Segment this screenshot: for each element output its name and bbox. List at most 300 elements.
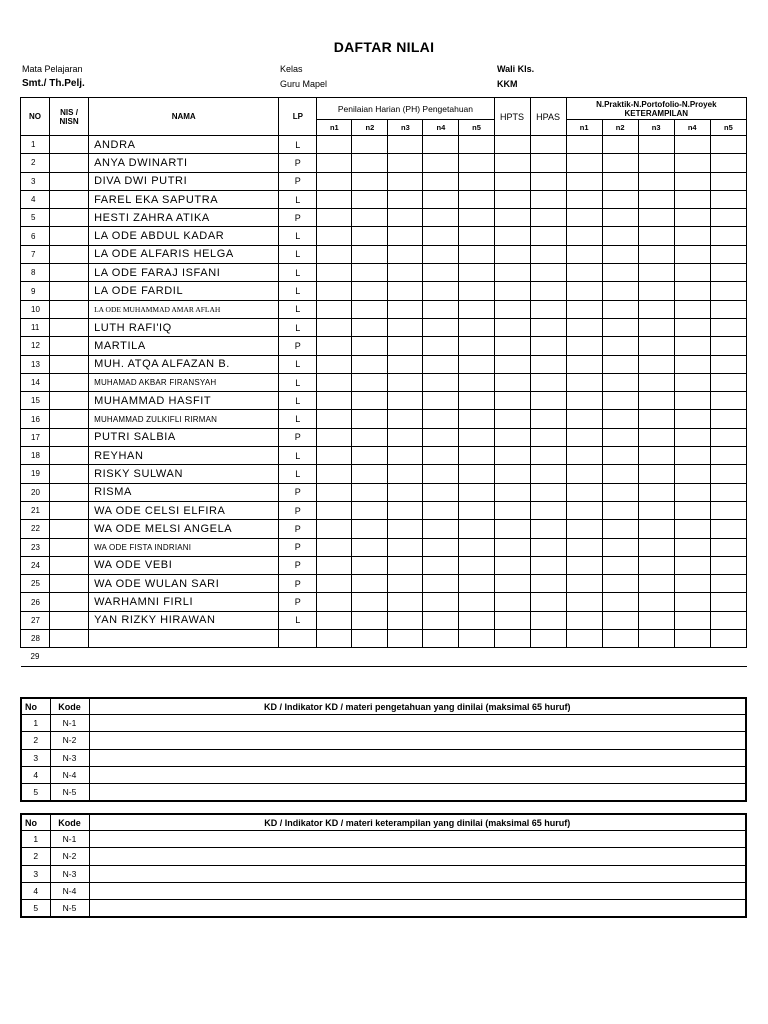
row-ph-n4[interactable]	[423, 190, 459, 208]
row-ket-n1[interactable]	[566, 172, 602, 190]
row-ket-n1[interactable]	[566, 154, 602, 172]
row-ph-n2[interactable]	[352, 282, 388, 300]
row-hpas[interactable]	[530, 355, 566, 373]
row-ket-n3[interactable]	[638, 318, 674, 336]
row-nis[interactable]	[50, 318, 89, 336]
row-nis[interactable]	[50, 337, 89, 355]
row-ph-n5[interactable]	[459, 465, 494, 483]
row-ket-n5[interactable]	[710, 447, 746, 465]
row-ket-n3[interactable]	[638, 428, 674, 446]
row-ph-n3[interactable]	[388, 593, 423, 611]
row-ket-n1[interactable]	[566, 447, 602, 465]
row-hpts[interactable]	[494, 392, 530, 410]
row-ph-n2[interactable]	[352, 373, 388, 391]
row-ph-n5[interactable]	[459, 447, 494, 465]
row-ph-n1[interactable]	[317, 447, 352, 465]
row-ket-n4[interactable]	[674, 575, 710, 593]
row-hpts[interactable]	[494, 611, 530, 629]
row-hpas[interactable]	[530, 318, 566, 336]
row-ket-n2[interactable]	[602, 630, 638, 648]
row-ket-n1[interactable]	[566, 264, 602, 282]
row-ph-n1[interactable]	[317, 575, 352, 593]
row-nis[interactable]	[50, 447, 89, 465]
row-ket-n3[interactable]	[638, 245, 674, 263]
row-ph-n3[interactable]	[388, 611, 423, 629]
row-ket-n1[interactable]	[566, 136, 602, 154]
row-ket-n2[interactable]	[602, 501, 638, 519]
row-ph-n4[interactable]	[423, 227, 459, 245]
row-hpts[interactable]	[494, 538, 530, 556]
row-ket-n1[interactable]	[566, 282, 602, 300]
row-ket-n2[interactable]	[602, 447, 638, 465]
row-ph-n3[interactable]	[388, 465, 423, 483]
row-ket-n5[interactable]	[710, 227, 746, 245]
row-ket-n2[interactable]	[602, 190, 638, 208]
row-ket-n2[interactable]	[602, 172, 638, 190]
row-ph-n1[interactable]	[317, 483, 352, 501]
row-hpas[interactable]	[530, 300, 566, 318]
row-ket-n2[interactable]	[602, 209, 638, 227]
row-ph-n4[interactable]	[423, 245, 459, 263]
row-ket-n4[interactable]	[674, 337, 710, 355]
row-ket-n1[interactable]	[566, 648, 602, 666]
row-ph-n3[interactable]	[388, 227, 423, 245]
row-ket-n3[interactable]	[638, 355, 674, 373]
row-ket-n1[interactable]	[566, 410, 602, 428]
row-ket-n1[interactable]	[566, 538, 602, 556]
row-nis[interactable]	[50, 483, 89, 501]
kd-row-desc[interactable]	[89, 784, 746, 802]
row-nis[interactable]	[50, 136, 89, 154]
row-hpas[interactable]	[530, 575, 566, 593]
row-ket-n5[interactable]	[710, 630, 746, 648]
row-ph-n3[interactable]	[388, 483, 423, 501]
row-ket-n4[interactable]	[674, 264, 710, 282]
row-ket-n1[interactable]	[566, 318, 602, 336]
row-ket-n5[interactable]	[710, 465, 746, 483]
row-ph-n1[interactable]	[317, 501, 352, 519]
row-ket-n5[interactable]	[710, 245, 746, 263]
row-ph-n1[interactable]	[317, 520, 352, 538]
row-ph-n3[interactable]	[388, 300, 423, 318]
row-hpts[interactable]	[494, 501, 530, 519]
row-hpts[interactable]	[494, 355, 530, 373]
row-ph-n5[interactable]	[459, 648, 494, 666]
row-nis[interactable]	[50, 611, 89, 629]
row-ph-n2[interactable]	[352, 300, 388, 318]
row-ket-n1[interactable]	[566, 245, 602, 263]
row-hpts[interactable]	[494, 465, 530, 483]
row-ket-n2[interactable]	[602, 428, 638, 446]
row-ph-n3[interactable]	[388, 337, 423, 355]
row-ph-n2[interactable]	[352, 209, 388, 227]
row-ph-n5[interactable]	[459, 318, 494, 336]
row-ket-n4[interactable]	[674, 611, 710, 629]
row-ket-n3[interactable]	[638, 337, 674, 355]
row-ph-n5[interactable]	[459, 136, 494, 154]
row-hpas[interactable]	[530, 373, 566, 391]
kd-row-desc[interactable]	[89, 715, 746, 732]
row-ket-n2[interactable]	[602, 355, 638, 373]
row-ket-n1[interactable]	[566, 593, 602, 611]
row-ph-n4[interactable]	[423, 136, 459, 154]
row-hpas[interactable]	[530, 593, 566, 611]
row-ph-n3[interactable]	[388, 410, 423, 428]
row-ph-n4[interactable]	[423, 648, 459, 666]
row-ket-n4[interactable]	[674, 154, 710, 172]
row-ph-n3[interactable]	[388, 245, 423, 263]
row-hpas[interactable]	[530, 501, 566, 519]
row-ph-n5[interactable]	[459, 227, 494, 245]
row-ket-n4[interactable]	[674, 630, 710, 648]
row-hpts[interactable]	[494, 136, 530, 154]
row-ket-n2[interactable]	[602, 593, 638, 611]
row-ket-n5[interactable]	[710, 575, 746, 593]
row-ket-n3[interactable]	[638, 611, 674, 629]
row-ph-n4[interactable]	[423, 392, 459, 410]
row-ket-n4[interactable]	[674, 373, 710, 391]
row-ph-n3[interactable]	[388, 538, 423, 556]
row-ph-n4[interactable]	[423, 538, 459, 556]
row-ket-n3[interactable]	[638, 227, 674, 245]
row-ph-n2[interactable]	[352, 190, 388, 208]
row-ph-n1[interactable]	[317, 373, 352, 391]
row-ket-n2[interactable]	[602, 465, 638, 483]
row-ket-n1[interactable]	[566, 355, 602, 373]
row-ket-n5[interactable]	[710, 209, 746, 227]
row-ph-n5[interactable]	[459, 154, 494, 172]
row-ph-n5[interactable]	[459, 593, 494, 611]
row-hpts[interactable]	[494, 264, 530, 282]
row-nis[interactable]	[50, 465, 89, 483]
row-ket-n4[interactable]	[674, 428, 710, 446]
row-ket-n4[interactable]	[674, 209, 710, 227]
row-ph-n5[interactable]	[459, 520, 494, 538]
row-ket-n5[interactable]	[710, 282, 746, 300]
row-ket-n1[interactable]	[566, 556, 602, 574]
row-ph-n2[interactable]	[352, 556, 388, 574]
row-ket-n2[interactable]	[602, 410, 638, 428]
row-nis[interactable]	[50, 575, 89, 593]
row-ket-n5[interactable]	[710, 648, 746, 666]
row-ket-n4[interactable]	[674, 355, 710, 373]
row-ket-n2[interactable]	[602, 227, 638, 245]
row-ket-n3[interactable]	[638, 410, 674, 428]
row-ph-n4[interactable]	[423, 593, 459, 611]
row-ph-n3[interactable]	[388, 556, 423, 574]
row-ket-n1[interactable]	[566, 190, 602, 208]
row-ph-n2[interactable]	[352, 337, 388, 355]
row-ph-n4[interactable]	[423, 264, 459, 282]
row-ket-n2[interactable]	[602, 300, 638, 318]
row-ph-n3[interactable]	[388, 501, 423, 519]
row-nis[interactable]	[50, 227, 89, 245]
row-hpts[interactable]	[494, 245, 530, 263]
row-ket-n2[interactable]	[602, 282, 638, 300]
row-ph-n5[interactable]	[459, 630, 494, 648]
row-hpas[interactable]	[530, 392, 566, 410]
row-ph-n3[interactable]	[388, 392, 423, 410]
row-ket-n4[interactable]	[674, 538, 710, 556]
row-hpas[interactable]	[530, 538, 566, 556]
row-nis[interactable]	[50, 245, 89, 263]
row-hpts[interactable]	[494, 337, 530, 355]
row-ket-n2[interactable]	[602, 575, 638, 593]
row-ket-n4[interactable]	[674, 392, 710, 410]
row-ket-n1[interactable]	[566, 373, 602, 391]
row-ket-n4[interactable]	[674, 648, 710, 666]
row-hpts[interactable]	[494, 648, 530, 666]
row-ph-n1[interactable]	[317, 593, 352, 611]
row-ket-n3[interactable]	[638, 264, 674, 282]
row-ph-n5[interactable]	[459, 410, 494, 428]
row-ph-n4[interactable]	[423, 209, 459, 227]
row-ph-n3[interactable]	[388, 373, 423, 391]
row-ket-n3[interactable]	[638, 483, 674, 501]
row-ket-n3[interactable]	[638, 556, 674, 574]
row-ket-n2[interactable]	[602, 136, 638, 154]
row-ket-n4[interactable]	[674, 282, 710, 300]
row-ket-n3[interactable]	[638, 465, 674, 483]
row-ket-n4[interactable]	[674, 227, 710, 245]
row-ket-n2[interactable]	[602, 556, 638, 574]
row-hpts[interactable]	[494, 172, 530, 190]
row-ph-n5[interactable]	[459, 611, 494, 629]
row-hpts[interactable]	[494, 227, 530, 245]
row-nis[interactable]	[50, 630, 89, 648]
row-ph-n4[interactable]	[423, 520, 459, 538]
row-ph-n4[interactable]	[423, 172, 459, 190]
row-ph-n5[interactable]	[459, 501, 494, 519]
row-ket-n2[interactable]	[602, 648, 638, 666]
row-ph-n2[interactable]	[352, 630, 388, 648]
row-hpas[interactable]	[530, 337, 566, 355]
row-ph-n3[interactable]	[388, 136, 423, 154]
row-ket-n3[interactable]	[638, 300, 674, 318]
row-ket-n2[interactable]	[602, 318, 638, 336]
row-ket-n1[interactable]	[566, 300, 602, 318]
row-hpas[interactable]	[530, 520, 566, 538]
row-ph-n5[interactable]	[459, 190, 494, 208]
row-hpts[interactable]	[494, 282, 530, 300]
row-hpts[interactable]	[494, 410, 530, 428]
row-ph-n5[interactable]	[459, 282, 494, 300]
row-nis[interactable]	[50, 282, 89, 300]
kd-row-desc[interactable]	[89, 831, 746, 848]
row-ket-n2[interactable]	[602, 245, 638, 263]
row-ket-n1[interactable]	[566, 520, 602, 538]
row-ket-n1[interactable]	[566, 392, 602, 410]
row-ket-n4[interactable]	[674, 136, 710, 154]
row-ph-n5[interactable]	[459, 172, 494, 190]
row-ket-n5[interactable]	[710, 410, 746, 428]
row-hpas[interactable]	[530, 648, 566, 666]
kd-row-desc[interactable]	[89, 865, 746, 882]
row-nis[interactable]	[50, 373, 89, 391]
row-ph-n5[interactable]	[459, 556, 494, 574]
row-hpas[interactable]	[530, 428, 566, 446]
row-ket-n2[interactable]	[602, 392, 638, 410]
row-ph-n2[interactable]	[352, 264, 388, 282]
row-ph-n3[interactable]	[388, 355, 423, 373]
row-hpts[interactable]	[494, 190, 530, 208]
row-ph-n4[interactable]	[423, 611, 459, 629]
row-ph-n4[interactable]	[423, 154, 459, 172]
row-ket-n2[interactable]	[602, 520, 638, 538]
row-ph-n1[interactable]	[317, 172, 352, 190]
row-ket-n2[interactable]	[602, 538, 638, 556]
row-ket-n4[interactable]	[674, 190, 710, 208]
row-ph-n1[interactable]	[317, 630, 352, 648]
row-ket-n3[interactable]	[638, 282, 674, 300]
row-ph-n3[interactable]	[388, 209, 423, 227]
row-ket-n1[interactable]	[566, 337, 602, 355]
row-ket-n5[interactable]	[710, 538, 746, 556]
row-hpas[interactable]	[530, 465, 566, 483]
row-ph-n1[interactable]	[317, 264, 352, 282]
row-ket-n5[interactable]	[710, 593, 746, 611]
row-ph-n4[interactable]	[423, 575, 459, 593]
row-ket-n3[interactable]	[638, 575, 674, 593]
row-ph-n5[interactable]	[459, 392, 494, 410]
row-ph-n2[interactable]	[352, 172, 388, 190]
row-ket-n3[interactable]	[638, 154, 674, 172]
row-ket-n4[interactable]	[674, 520, 710, 538]
row-nis[interactable]	[50, 209, 89, 227]
row-hpas[interactable]	[530, 483, 566, 501]
row-ket-n3[interactable]	[638, 630, 674, 648]
row-ph-n5[interactable]	[459, 245, 494, 263]
row-ket-n5[interactable]	[710, 190, 746, 208]
row-ph-n2[interactable]	[352, 465, 388, 483]
row-ket-n5[interactable]	[710, 520, 746, 538]
row-hpts[interactable]	[494, 300, 530, 318]
row-nis[interactable]	[50, 190, 89, 208]
row-ph-n4[interactable]	[423, 428, 459, 446]
row-ph-n2[interactable]	[352, 648, 388, 666]
kd-row-desc[interactable]	[89, 749, 746, 766]
row-ph-n4[interactable]	[423, 373, 459, 391]
row-ket-n4[interactable]	[674, 300, 710, 318]
row-ket-n2[interactable]	[602, 373, 638, 391]
row-ph-n1[interactable]	[317, 611, 352, 629]
row-ph-n5[interactable]	[459, 355, 494, 373]
row-ket-n4[interactable]	[674, 172, 710, 190]
row-ket-n3[interactable]	[638, 373, 674, 391]
row-ph-n2[interactable]	[352, 410, 388, 428]
row-ph-n2[interactable]	[352, 520, 388, 538]
row-ph-n3[interactable]	[388, 520, 423, 538]
row-ket-n5[interactable]	[710, 318, 746, 336]
row-nis[interactable]	[50, 154, 89, 172]
row-ket-n4[interactable]	[674, 245, 710, 263]
row-ph-n4[interactable]	[423, 410, 459, 428]
row-hpas[interactable]	[530, 154, 566, 172]
row-ph-n1[interactable]	[317, 428, 352, 446]
row-ph-n4[interactable]	[423, 355, 459, 373]
row-hpts[interactable]	[494, 318, 530, 336]
row-ph-n5[interactable]	[459, 483, 494, 501]
row-ket-n1[interactable]	[566, 428, 602, 446]
row-ph-n2[interactable]	[352, 154, 388, 172]
row-ket-n3[interactable]	[638, 209, 674, 227]
row-ket-n5[interactable]	[710, 355, 746, 373]
row-ph-n2[interactable]	[352, 593, 388, 611]
row-ket-n5[interactable]	[710, 483, 746, 501]
row-ket-n5[interactable]	[710, 611, 746, 629]
row-hpas[interactable]	[530, 611, 566, 629]
kd-row-desc[interactable]	[89, 848, 746, 865]
row-ph-n4[interactable]	[423, 447, 459, 465]
row-ph-n5[interactable]	[459, 209, 494, 227]
row-ph-n2[interactable]	[352, 227, 388, 245]
row-hpts[interactable]	[494, 373, 530, 391]
row-ket-n4[interactable]	[674, 556, 710, 574]
row-nis[interactable]	[50, 392, 89, 410]
row-nis[interactable]	[50, 428, 89, 446]
row-ph-n5[interactable]	[459, 300, 494, 318]
row-ket-n5[interactable]	[710, 392, 746, 410]
row-ket-n4[interactable]	[674, 483, 710, 501]
row-ket-n5[interactable]	[710, 136, 746, 154]
row-ph-n1[interactable]	[317, 410, 352, 428]
row-ph-n1[interactable]	[317, 392, 352, 410]
row-ket-n4[interactable]	[674, 410, 710, 428]
row-ph-n3[interactable]	[388, 575, 423, 593]
row-hpts[interactable]	[494, 447, 530, 465]
row-ph-n5[interactable]	[459, 428, 494, 446]
row-ket-n3[interactable]	[638, 648, 674, 666]
row-ph-n2[interactable]	[352, 447, 388, 465]
row-ph-n1[interactable]	[317, 245, 352, 263]
row-ph-n2[interactable]	[352, 575, 388, 593]
row-ph-n2[interactable]	[352, 355, 388, 373]
row-ket-n3[interactable]	[638, 593, 674, 611]
row-ph-n4[interactable]	[423, 483, 459, 501]
row-ket-n1[interactable]	[566, 483, 602, 501]
row-ph-n4[interactable]	[423, 300, 459, 318]
row-nis[interactable]	[50, 172, 89, 190]
row-ph-n1[interactable]	[317, 318, 352, 336]
kd-row-desc[interactable]	[89, 900, 746, 918]
row-ket-n3[interactable]	[638, 520, 674, 538]
row-ph-n5[interactable]	[459, 538, 494, 556]
row-ph-n1[interactable]	[317, 209, 352, 227]
row-ph-n3[interactable]	[388, 190, 423, 208]
row-hpas[interactable]	[530, 245, 566, 263]
row-ph-n3[interactable]	[388, 282, 423, 300]
row-hpts[interactable]	[494, 483, 530, 501]
row-ket-n3[interactable]	[638, 172, 674, 190]
row-ket-n5[interactable]	[710, 428, 746, 446]
row-ph-n1[interactable]	[317, 227, 352, 245]
row-ph-n3[interactable]	[388, 648, 423, 666]
row-nis[interactable]	[50, 593, 89, 611]
row-ket-n2[interactable]	[602, 154, 638, 172]
row-ket-n4[interactable]	[674, 593, 710, 611]
row-ket-n3[interactable]	[638, 447, 674, 465]
row-ph-n1[interactable]	[317, 648, 352, 666]
kd-row-desc[interactable]	[89, 732, 746, 749]
row-ph-n2[interactable]	[352, 428, 388, 446]
row-ph-n1[interactable]	[317, 355, 352, 373]
row-ph-n5[interactable]	[459, 575, 494, 593]
row-ket-n1[interactable]	[566, 227, 602, 245]
row-nis[interactable]	[50, 264, 89, 282]
row-ket-n5[interactable]	[710, 337, 746, 355]
row-ph-n1[interactable]	[317, 300, 352, 318]
row-ph-n5[interactable]	[459, 264, 494, 282]
